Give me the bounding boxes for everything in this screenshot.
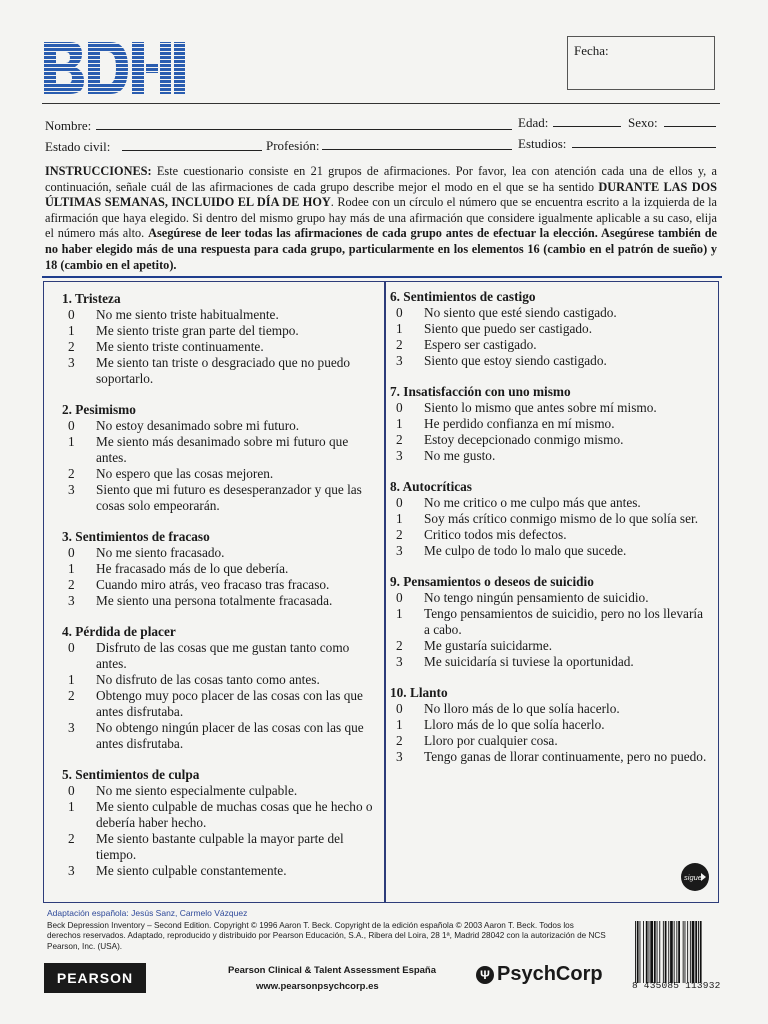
answer-option[interactable] — [62, 640, 380, 672]
answer-number[interactable]: 1 — [68, 799, 75, 814]
answer-text: Lloro por cualquier cosa. — [424, 733, 558, 748]
section-divider — [42, 276, 722, 278]
answer-number[interactable]: 0 — [68, 545, 75, 560]
answer-number[interactable]: 2 — [68, 577, 75, 592]
answer-number[interactable]: 3 — [396, 749, 403, 764]
answer-number[interactable]: 0 — [68, 307, 75, 322]
answer-option[interactable] — [390, 305, 712, 321]
answer-option[interactable] — [390, 749, 712, 765]
answer-option[interactable] — [390, 400, 712, 416]
question-group — [390, 289, 712, 369]
question-title: 7. Insatisfacción con uno mismo — [390, 384, 571, 399]
question-group — [390, 384, 712, 464]
questions-column-right — [390, 289, 712, 780]
estudios-label: Estudios: — [518, 136, 567, 151]
answer-text: No me siento fracasado. — [96, 545, 225, 560]
answer-number[interactable]: 2 — [396, 527, 403, 542]
answer-number[interactable]: 2 — [396, 337, 403, 352]
answer-text: No estoy desanimado sobre mi futuro. — [96, 418, 300, 433]
answer-text: No tengo ningún pensamiento de suicidio. — [424, 590, 649, 605]
answer-text: Siento lo mismo que antes sobre mí mismo. — [424, 400, 657, 415]
barcode-number: 8 435085 113932 — [632, 980, 721, 991]
psychcorp-label: PsychCorp — [497, 963, 603, 985]
answer-number[interactable]: 2 — [68, 688, 75, 703]
answer-option[interactable] — [62, 545, 380, 561]
instructions-bold-1: DURANTE LAS DOS ÚLTIMAS SEMANAS, INCLUIDO EL DÍA DE HOY — [45, 179, 717, 210]
answer-number[interactable]: 2 — [396, 638, 403, 653]
question-title: 10. Llanto — [390, 685, 448, 700]
sexo-label: Sexo: — [628, 115, 658, 130]
answer-text: Espero ser castigado. — [424, 337, 537, 352]
answer-number[interactable]: 1 — [396, 321, 403, 336]
answer-number[interactable]: 2 — [396, 432, 403, 447]
question-group — [62, 767, 380, 879]
answer-number[interactable]: 3 — [68, 482, 75, 497]
answer-text: Me siento triste continuamente. — [96, 339, 264, 354]
psi-icon: Ψ — [476, 966, 494, 984]
answer-option[interactable] — [62, 466, 380, 482]
answer-option[interactable] — [390, 717, 712, 733]
estado-civil-field[interactable] — [122, 150, 262, 151]
column-divider — [384, 281, 386, 903]
question-group — [390, 479, 712, 559]
answer-number[interactable]: 1 — [396, 511, 403, 526]
answer-number[interactable]: 2 — [396, 733, 403, 748]
answer-text: Tengo ganas de llorar continuamente, pero no puedo. — [424, 749, 707, 764]
answer-text: Critico todos mis defectos. — [424, 527, 567, 542]
question-group — [62, 624, 380, 752]
psychcorp-logo — [476, 963, 603, 986]
question-title: 8. Autocríticas — [390, 479, 472, 494]
barcode — [634, 921, 722, 983]
answer-option[interactable] — [62, 863, 380, 879]
answer-option[interactable] — [62, 355, 380, 387]
answer-text: No me gusto. — [424, 448, 496, 463]
fecha-label: Fecha: — [574, 43, 609, 58]
answer-number[interactable]: 3 — [68, 720, 75, 735]
website-link[interactable]: www.pearsonpsychcorp.es — [256, 981, 379, 992]
answer-option[interactable] — [62, 672, 380, 688]
edad-label: Edad: — [518, 115, 549, 130]
answer-text: Siento que mi futuro es desesperanzador y que las cosas solo empeorarán. — [96, 482, 362, 513]
answer-number[interactable]: 1 — [68, 672, 75, 687]
question-title: 2. Pesimismo — [62, 402, 136, 417]
answer-number[interactable]: 1 — [396, 717, 403, 732]
answer-option[interactable] — [62, 593, 380, 609]
fecha-field[interactable] — [567, 36, 715, 90]
answer-option[interactable] — [390, 321, 712, 337]
answer-option[interactable] — [62, 577, 380, 593]
answer-text: Me suicidaría si tuviese la oportunidad. — [424, 654, 634, 669]
answer-text: He perdido confianza en mí mismo. — [424, 416, 615, 431]
instructions-label: INSTRUCCIONES: — [45, 164, 152, 178]
copyright-text: Beck Depression Inventory – Second Edition. Copyright © 1996 Aaron T. Beck. Copyright de la edición española © 2003 Aaron T. Beck. Todos los derechos reservados. Adaptado, reproducido y distribuido por Pearson Educación, S.A., Ribera del Loira, 28 1ª, Madrid 28042 con la autorización de NCS Pearson, Inc. (USA). — [47, 921, 606, 951]
answer-option[interactable] — [62, 720, 380, 752]
nombre-label: Nombre: — [45, 118, 92, 133]
bdi-logo — [42, 40, 187, 96]
answer-number[interactable]: 1 — [68, 561, 75, 576]
question-group — [390, 574, 712, 670]
answer-text: Estoy decepcionado conmigo mismo. — [424, 432, 624, 447]
answer-text: No obtengo ningún placer de las cosas con las que antes disfrutaba. — [96, 720, 364, 751]
answer-text: Me siento tan triste o desgraciado que no puedo soportarlo. — [96, 355, 351, 386]
question-group — [62, 402, 380, 514]
answer-option[interactable] — [62, 783, 380, 799]
answer-option[interactable] — [390, 511, 712, 527]
question-group — [62, 291, 380, 387]
answer-option[interactable] — [62, 434, 380, 466]
question-title: 5. Sentimientos de culpa — [62, 767, 200, 782]
answer-text: Siento que puedo ser castigado. — [424, 321, 593, 336]
question-title: 4. Pérdida de placer — [62, 624, 176, 639]
answer-text: Soy más crítico conmigo mismo de lo que solía ser. — [424, 511, 699, 526]
sigue-icon — [680, 862, 710, 892]
answer-option[interactable] — [390, 448, 712, 464]
sexo-field[interactable] — [664, 126, 716, 127]
sigue-label: sigue — [684, 873, 702, 882]
answer-option[interactable] — [390, 432, 712, 448]
instructions — [45, 164, 717, 273]
answer-option[interactable] — [390, 337, 712, 353]
answer-option[interactable] — [62, 831, 380, 863]
answer-number[interactable]: 3 — [396, 353, 403, 368]
answer-number[interactable]: 1 — [68, 323, 75, 338]
answer-number[interactable]: 3 — [68, 355, 75, 370]
answer-text: Me siento triste gran parte del tiempo. — [96, 323, 299, 338]
answer-text: No me critico o me culpo más que antes. — [424, 495, 641, 510]
question-title: 3. Sentimientos de fracaso — [62, 529, 210, 544]
answer-option[interactable] — [390, 543, 712, 559]
answer-text: Obtengo muy poco placer de las cosas con las que antes disfrutaba. — [96, 688, 363, 719]
answer-number[interactable]: 0 — [68, 640, 75, 655]
question-title: 9. Pensamientos o deseos de suicidio — [390, 574, 594, 589]
answer-option[interactable] — [390, 701, 712, 717]
answer-text: No espero que las cosas mejoren. — [96, 466, 274, 481]
answer-number[interactable]: 0 — [396, 305, 403, 320]
answer-text: Lloro más de lo que solía hacerlo. — [424, 717, 605, 732]
instructions-bold-2: Asegúrese de leer todas las afirmaciones de cada grupo antes de efectuar la elección. Asegúrese también de no haber elegido más de una respuesta para cada grupo, particularmente en los elementos 16 (cambio en el patrón de sueño) y 18 (cambio en el apetito). — [45, 226, 718, 272]
answer-option[interactable] — [62, 561, 380, 577]
answer-number[interactable]: 1 — [68, 434, 75, 449]
answer-text: No disfruto de las cosas tanto como antes. — [96, 672, 320, 687]
answer-text: No lloro más de lo que solía hacerlo. — [424, 701, 620, 716]
question-title: 6. Sentimientos de castigo — [390, 289, 536, 304]
instructions-text-2: . Rodee con un círculo el número que se encuentra escrito a la izquierda de la afirmación que haya elegido. Si dentro del mismo grupo hay más de una afirmación que considere igualmente aplicable a su caso, elija el número más alto. — [45, 195, 717, 241]
answer-option[interactable] — [62, 482, 380, 514]
questions-column-left — [62, 291, 380, 894]
answer-text: Me siento más desanimado sobre mi futuro que antes. — [96, 434, 349, 465]
answer-number[interactable]: 1 — [396, 416, 403, 431]
answer-number[interactable]: 3 — [68, 863, 75, 878]
pearson-clinical-label: Pearson Clinical & Talent Assessment España — [228, 965, 437, 976]
answer-option[interactable] — [390, 638, 712, 654]
question-group — [390, 685, 712, 765]
answer-text: Me culpo de todo lo malo que sucede. — [424, 543, 627, 558]
answer-text: Me siento culpable constantemente. — [96, 863, 287, 878]
answer-option[interactable] — [390, 590, 712, 606]
answer-number[interactable]: 3 — [396, 543, 403, 558]
answer-option[interactable] — [390, 495, 712, 511]
answer-option[interactable] — [62, 418, 380, 434]
answer-option[interactable] — [390, 527, 712, 543]
question-group — [62, 529, 380, 609]
answer-text: Me gustaría suicidarme. — [424, 638, 553, 653]
answer-option[interactable] — [390, 353, 712, 369]
answer-text: No me siento triste habitualmente. — [96, 307, 279, 322]
profesion-label: Profesión: — [266, 138, 320, 153]
estado-civil-label: Estado civil: — [45, 139, 111, 154]
answer-option[interactable] — [390, 654, 712, 670]
answer-number[interactable]: 0 — [396, 701, 403, 716]
estudios-field[interactable] — [572, 147, 716, 148]
answer-text: No me siento especialmente culpable. — [96, 783, 298, 798]
answer-text: Me siento bastante culpable la mayor parte del tiempo. — [96, 831, 344, 862]
answer-number[interactable]: 3 — [68, 593, 75, 608]
answer-option[interactable] — [390, 416, 712, 432]
answer-text: Me siento culpable de muchas cosas que he hecho o debería haber hecho. — [96, 799, 373, 830]
answer-number[interactable]: 0 — [396, 400, 403, 415]
answer-number[interactable]: 1 — [396, 606, 403, 621]
answer-option[interactable] — [62, 799, 380, 831]
answer-option[interactable] — [62, 323, 380, 339]
answer-option[interactable] — [62, 307, 380, 323]
edad-field[interactable] — [553, 126, 621, 127]
answer-number[interactable]: 0 — [68, 783, 75, 798]
answer-number[interactable]: 0 — [68, 418, 75, 433]
nombre-field[interactable] — [96, 129, 512, 130]
answer-option[interactable] — [62, 339, 380, 355]
profesion-field[interactable] — [322, 149, 512, 150]
answer-number[interactable]: 3 — [396, 654, 403, 669]
answer-text: Tengo pensamientos de suicidio, pero no los llevaría a cabo. — [424, 606, 703, 637]
answer-number[interactable]: 0 — [396, 495, 403, 510]
answer-text: No siento que esté siendo castigado. — [424, 305, 617, 320]
answer-number[interactable]: 2 — [68, 831, 75, 846]
answer-number[interactable]: 0 — [396, 590, 403, 605]
answer-option[interactable] — [390, 733, 712, 749]
answer-text: Disfruto de las cosas que me gustan tanto como antes. — [96, 640, 350, 671]
pearson-logo: PEARSON — [44, 963, 146, 993]
answer-number[interactable]: 2 — [68, 466, 75, 481]
answer-text: Me siento una persona totalmente fracasada. — [96, 593, 333, 608]
question-title: 1. Tristeza — [62, 291, 121, 306]
answer-option[interactable] — [62, 688, 380, 720]
answer-text: Cuando miro atrás, veo fracaso tras fracaso. — [96, 577, 330, 592]
header-divider — [42, 103, 720, 104]
answer-text: Siento que estoy siendo castigado. — [424, 353, 607, 368]
answer-text: He fracasado más de lo que debería. — [96, 561, 289, 576]
answer-option[interactable] — [390, 606, 712, 638]
adaptation-credit: Adaptación española: Jesús Sanz, Carmelo Vázquez — [47, 908, 248, 918]
answer-number[interactable]: 2 — [68, 339, 75, 354]
instructions-text-1: Este cuestionario consiste en 21 grupos de afirmaciones. Por favor, lea con atención cada una de ellos y, a continuación, señale cuál de las afirmaciones de cada grupo describe mejor el modo en el que se ha sentido — [45, 164, 717, 194]
answer-number[interactable]: 3 — [396, 448, 403, 463]
